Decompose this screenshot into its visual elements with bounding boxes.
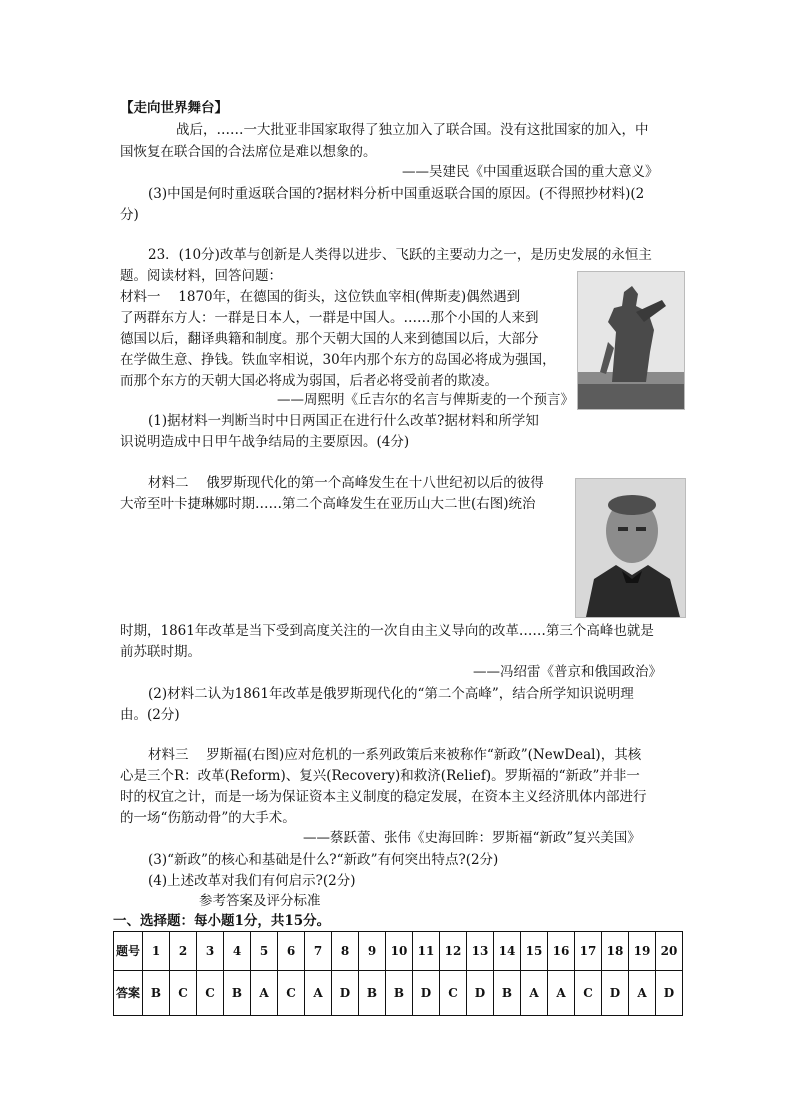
question-23-line1: 23．(10分)改革与创新是人类得以进步、飞跃的主要动力之一，是历史发展的永恒主	[148, 247, 652, 263]
bismarck-statue-photo	[577, 271, 685, 410]
answer-cell: A	[521, 971, 548, 1016]
question-number-cell: 13	[467, 932, 494, 971]
question-number-cell: 17	[575, 932, 602, 971]
answer-cell: D	[467, 971, 494, 1016]
answer-table	[113, 931, 683, 1016]
statue-image-icon	[578, 272, 684, 409]
material1-line1: 材料一 1870年，在德国的街头，这位铁血宰相(俾斯麦)偶然遇到	[120, 289, 521, 305]
material3-line4: 的一场“伤筋动骨”的大手术。	[120, 810, 296, 826]
answer-cell: C	[197, 971, 224, 1016]
answer-table-number-row	[114, 932, 683, 971]
quote1-source: ——吴建民《中国重返联合国的重大意义》	[402, 164, 659, 180]
question-2-line1: (2)材料二认为1861年改革是俄罗斯现代化的“第二个高峰”，结合所学知识说明理	[148, 686, 634, 702]
question-number-cell: 6	[278, 932, 305, 971]
answer-cell: A	[548, 971, 575, 1016]
question-2-line2: 由。(2分)	[120, 707, 180, 723]
row-label-answer: 答案	[114, 971, 143, 1016]
question-23-line2: 题。阅读材料，回答问题：	[120, 268, 282, 284]
answer-cell: D	[332, 971, 359, 1016]
question-4: (4)上述改革对我们有何启示?(2分)	[148, 873, 356, 889]
answer-cell: C	[575, 971, 602, 1016]
answer-cell: C	[440, 971, 467, 1016]
question-number-cell: 7	[305, 932, 332, 971]
question-number-cell: 1	[143, 932, 170, 971]
material1-source: ——周熙明《丘吉尔的名言与俾斯麦的一个预言》	[277, 392, 574, 408]
question-number-cell: 8	[332, 932, 359, 971]
material2-source: ——冯绍雷《普京和俄国政治》	[473, 664, 662, 680]
answer-cell: D	[656, 971, 683, 1016]
material1-line3: 德国以后，翻译典籍和制度。那个天朝大国的人来到德国以后，大部分	[120, 331, 539, 347]
question-3a-line1: (3)中国是何时重返联合国的?据材料分析中国重返联合国的原因。(不得照抄材料)(2	[148, 186, 645, 202]
material2-line3: 时期，1861年改革是当下受到高度关注的一次自由主义导向的改革……第三个高峰也就是	[120, 623, 654, 639]
question-number-cell: 9	[359, 932, 386, 971]
question-number-cell: 18	[602, 932, 629, 971]
roosevelt-portrait-photo	[575, 478, 686, 618]
material3-line2: 心是三个R：改革(Reform)、复兴(Recovery)和救济(Relief)。罗斯福的“新政”并非一	[120, 768, 640, 784]
question-number-cell: 11	[413, 932, 440, 971]
question-number-cell: 10	[386, 932, 413, 971]
question-3a-line2: 分)	[120, 207, 139, 223]
material3-line1: 材料三 罗斯福(右图)应对危机的一系列政策后来被称作“新政”(NewDeal)，其核	[148, 747, 642, 763]
material2-line1: 材料二 俄罗斯现代化的第一个高峰发生在十八世纪初以后的彼得	[148, 475, 544, 491]
material3-line3: 时的权宜之计，而是一场为保证资本主义制度的稳定发展，在资本主义经济肌体内部进行	[120, 789, 647, 805]
quote1-line1: 战后，……一大批亚非国家取得了独立加入了联合国。没有这批国家的加入，中	[176, 122, 649, 138]
question-number-cell: 3	[197, 932, 224, 971]
material2-line2: 大帝至叶卡捷琳娜时期……第二个高峰发生在亚历山大二世(右图)统治	[120, 496, 536, 512]
question-1-line1: (1)据材料一判断当时中日两国正在进行什么改革?据材料和所学知	[148, 413, 539, 429]
question-number-cell: 14	[494, 932, 521, 971]
material1-line4: 在学做生意、挣钱。铁血宰相说，30年内那个东方的岛国必将成为强国，	[120, 352, 556, 368]
row-label-number: 题号	[114, 932, 143, 971]
answer-cell: A	[629, 971, 656, 1016]
question-3b: (3)“新政”的核心和基础是什么?“新政”有何突出特点?(2分)	[148, 852, 499, 868]
material2-line4: 前苏联时期。	[120, 644, 201, 660]
question-number-cell: 15	[521, 932, 548, 971]
answer-cell: C	[170, 971, 197, 1016]
answer-cell: B	[359, 971, 386, 1016]
answer-cell: D	[413, 971, 440, 1016]
question-number-cell: 20	[656, 932, 683, 971]
answer-cell: B	[224, 971, 251, 1016]
answer-cell: B	[386, 971, 413, 1016]
portrait-image-icon	[576, 479, 685, 617]
section-title: 【走向世界舞台】	[120, 100, 228, 116]
quote1-line2: 国恢复在联合国的合法席位是难以想象的。	[120, 144, 377, 160]
question-number-cell: 12	[440, 932, 467, 971]
question-number-cell: 4	[224, 932, 251, 971]
answer-cell: B	[143, 971, 170, 1016]
answer-cell: B	[494, 971, 521, 1016]
material1-line2: 了两群东方人：一群是日本人，一群是中国人。……那个小国的人来到	[120, 310, 539, 326]
answer-cell: A	[251, 971, 278, 1016]
question-number-cell: 2	[170, 932, 197, 971]
answer-cell: D	[602, 971, 629, 1016]
choice-section-header: 一、选择题：每小题1分，共15分。	[113, 913, 331, 929]
question-number-cell: 16	[548, 932, 575, 971]
question-number-cell: 19	[629, 932, 656, 971]
material3-source: ——蔡跃蕾、张伟《史海回眸：罗斯福“新政”复兴美国》	[303, 830, 641, 846]
material1-line5: 而那个东方的天朝大国必将成为弱国，后者必将受前者的欺凌。	[120, 373, 498, 389]
question-number-cell: 5	[251, 932, 278, 971]
answer-cell: C	[278, 971, 305, 1016]
answer-cell: A	[305, 971, 332, 1016]
question-1-line2: 识说明造成中日甲午战争结局的主要原因。(4分)	[120, 434, 410, 450]
answer-title: 参考答案及评分标准	[199, 893, 321, 909]
answer-table-answer-row	[114, 971, 683, 1016]
